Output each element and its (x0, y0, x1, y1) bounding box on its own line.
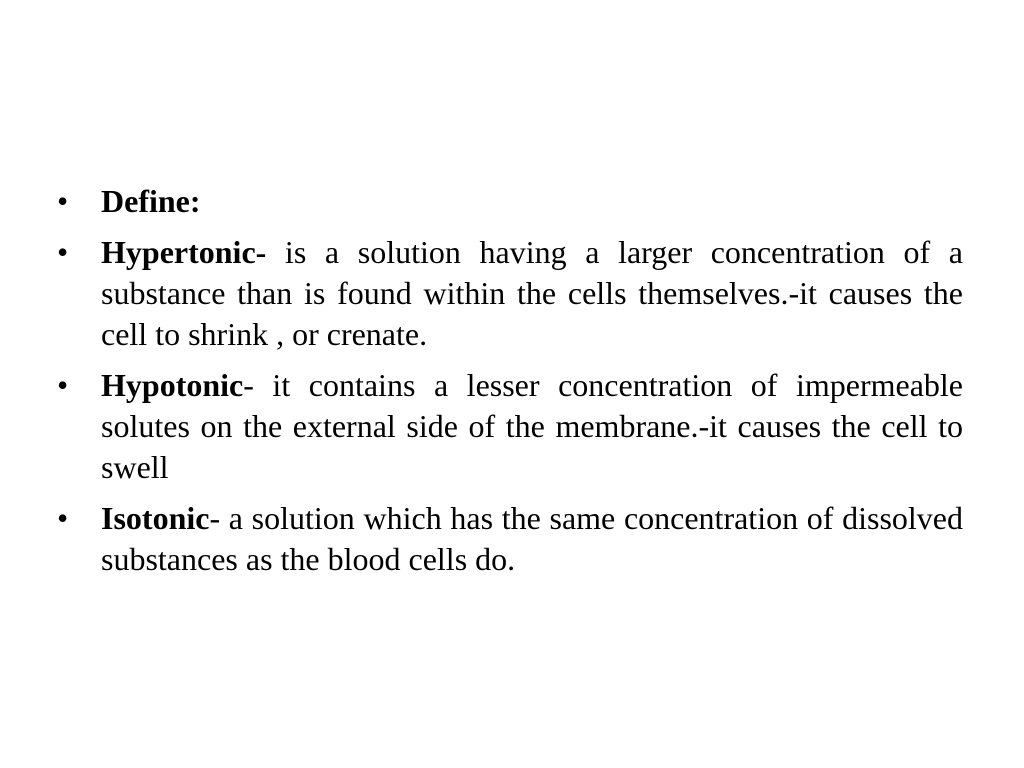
definition-hypertonic: is a solution having a larger concentration of a substance than is found within the cells themselves.-it causes the cell to shrink , or crenate. (101, 234, 963, 352)
bullet-list (57, 181, 963, 580)
bullet-marker: • (57, 367, 69, 403)
definition-hypotonic: - it contains a lesser concentration of impermeable solutes on the external side of the membrane.-it causes the cell to swell (101, 367, 963, 485)
bullet-isotonic (57, 498, 963, 580)
slide-body (57, 181, 963, 580)
bullet-marker: • (57, 234, 69, 270)
bullet-define (57, 181, 963, 222)
bullet-hypertonic (57, 232, 963, 355)
term-hypertonic: Hypertonic- (101, 234, 267, 270)
bullet-hypotonic (57, 365, 963, 488)
bullet-marker: • (57, 500, 69, 536)
term-hypotonic: Hypotonic (101, 367, 244, 403)
term-define: Define: (101, 183, 201, 219)
term-isotonic: Isotonic (101, 500, 210, 536)
bullet-marker: • (57, 183, 69, 219)
definition-isotonic: - a solution which has the same concentration of dissolved substances as the blood cells do. (101, 500, 963, 577)
